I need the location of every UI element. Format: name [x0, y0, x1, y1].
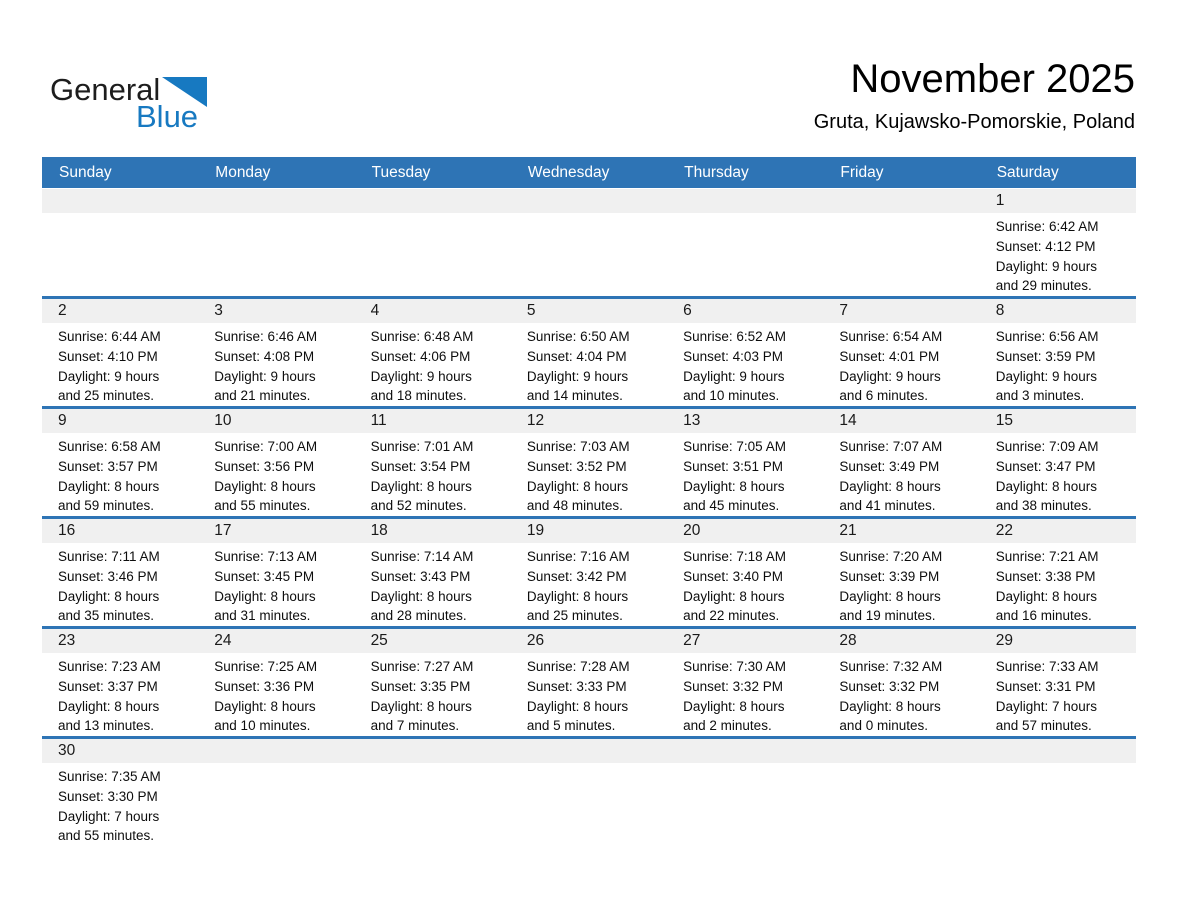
sunrise-line: Sunrise: 6:42 AM	[995, 219, 1099, 234]
title-block	[375, 56, 1135, 134]
daylight-line-2: and 14 minutes.	[526, 388, 623, 404]
daylight-line-1: Daylight: 9 hours	[995, 258, 1098, 274]
sun-info	[371, 547, 511, 626]
sun-info	[839, 437, 979, 516]
day-number: 18	[370, 522, 388, 539]
daylight-line-2: and 18 minutes.	[370, 388, 467, 404]
sun-info	[683, 437, 823, 516]
sunset-line: Sunset: 4:06 PM	[370, 348, 471, 364]
sunrise-line: Sunrise: 6:46 AM	[214, 329, 318, 344]
sunrise-line: Sunrise: 7:07 AM	[839, 439, 943, 454]
calendar-grid	[42, 189, 1136, 846]
empty-cell	[511, 739, 667, 846]
day-cell-21	[823, 519, 979, 626]
sun-info	[371, 657, 511, 736]
sun-info	[58, 437, 198, 516]
sun-info	[527, 437, 667, 516]
day-cell-15	[980, 409, 1136, 516]
day-number: 12	[526, 412, 545, 429]
sunset-line: Sunset: 4:10 PM	[58, 348, 158, 364]
empty-cell	[980, 739, 1136, 846]
sun-info	[527, 547, 667, 626]
sunset-line: Sunset: 4:03 PM	[683, 348, 783, 364]
sunrise-line: Sunrise: 7:27 AM	[370, 659, 474, 674]
sunset-line: Sunset: 4:12 PM	[995, 238, 1096, 254]
day-number: 30	[58, 742, 76, 759]
sunrise-line: Sunrise: 7:11 AM	[58, 549, 160, 564]
sunset-line: Sunset: 3:30 PM	[58, 788, 158, 804]
sunset-line: Sunset: 4:01 PM	[839, 348, 940, 364]
day-cell-22	[980, 519, 1136, 626]
daylight-line-2: and 59 minutes.	[58, 498, 155, 514]
daylight-line-1: Daylight: 7 hours	[58, 808, 160, 824]
sunset-line: Sunset: 3:47 PM	[995, 458, 1096, 474]
daylight-line-2: and 38 minutes.	[995, 498, 1092, 514]
day-number: 1	[995, 192, 1005, 209]
sunrise-line: Sunrise: 6:54 AM	[839, 329, 943, 344]
sunset-line: Sunset: 3:49 PM	[839, 458, 940, 474]
day-number: 11	[370, 412, 387, 429]
daylight-line-1: Daylight: 8 hours	[58, 698, 160, 714]
sunset-line: Sunset: 3:56 PM	[214, 458, 315, 474]
sun-info	[58, 767, 198, 846]
day-number: 25	[370, 632, 388, 649]
sunset-line: Sunset: 3:43 PM	[370, 568, 471, 584]
sunset-line: Sunset: 3:36 PM	[214, 678, 315, 694]
daylight-line-1: Daylight: 8 hours	[526, 588, 629, 604]
empty-cell	[355, 739, 511, 846]
day-number: 3	[214, 302, 223, 319]
day-cell-27	[667, 629, 823, 736]
sunset-line: Sunset: 3:45 PM	[214, 568, 315, 584]
sunrise-line: Sunrise: 7:14 AM	[370, 549, 474, 564]
sunset-line: Sunset: 3:57 PM	[58, 458, 158, 474]
sun-info	[214, 327, 354, 406]
daylight-line-2: and 29 minutes.	[995, 278, 1092, 294]
sun-info	[839, 327, 979, 406]
daylight-line-1: Daylight: 9 hours	[526, 368, 629, 384]
daylight-line-1: Daylight: 8 hours	[214, 478, 316, 494]
daylight-line-2: and 5 minutes.	[526, 718, 616, 734]
daylight-line-2: and 55 minutes.	[58, 828, 155, 844]
sun-info	[683, 327, 823, 406]
week-row	[42, 409, 1136, 519]
day-cell-1	[980, 189, 1136, 296]
sunrise-line: Sunrise: 7:33 AM	[995, 659, 1099, 674]
day-cell-3	[198, 299, 354, 406]
daylight-line-2: and 31 minutes.	[214, 608, 311, 624]
daylight-line-1: Daylight: 9 hours	[839, 368, 941, 384]
sun-info	[371, 437, 511, 516]
daylight-line-2: and 2 minutes.	[683, 718, 772, 734]
day-cell-10	[198, 409, 354, 516]
day-cell-11	[355, 409, 511, 516]
sun-info	[996, 547, 1136, 626]
sun-info	[214, 657, 354, 736]
day-cell-2	[42, 299, 198, 406]
sunset-line: Sunset: 3:32 PM	[839, 678, 940, 694]
sunrise-line: Sunrise: 7:20 AM	[839, 549, 943, 564]
day-number: 26	[526, 632, 545, 649]
empty-cell	[355, 189, 511, 296]
daylight-line-2: and 48 minutes.	[526, 498, 623, 514]
sunrise-line: Sunrise: 7:05 AM	[683, 439, 786, 454]
sunrise-line: Sunrise: 7:00 AM	[214, 439, 318, 454]
sunrise-line: Sunrise: 6:58 AM	[58, 439, 161, 454]
empty-cell	[823, 189, 979, 296]
daylight-line-2: and 35 minutes.	[58, 608, 155, 624]
day-number: 28	[839, 632, 857, 649]
sun-info	[527, 657, 667, 736]
weekday-label-sunday: Sunday	[59, 163, 112, 181]
sun-info	[58, 547, 198, 626]
day-number: 16	[58, 522, 76, 539]
sun-info	[683, 547, 823, 626]
sun-info	[683, 657, 823, 736]
day-number: 21	[839, 522, 857, 539]
daylight-line-2: and 10 minutes.	[683, 388, 780, 404]
empty-cell	[823, 739, 979, 846]
day-number: 9	[58, 412, 67, 429]
empty-cell	[198, 739, 354, 846]
logo-text-blue: Blue	[136, 99, 199, 134]
sunset-line: Sunset: 3:54 PM	[370, 458, 471, 474]
weekday-label-thursday: Thursday	[684, 163, 749, 181]
sunrise-line: Sunrise: 7:23 AM	[58, 659, 161, 674]
weekday-label-friday: Friday	[840, 163, 884, 181]
sunrise-line: Sunrise: 7:30 AM	[683, 659, 786, 674]
sun-info	[839, 657, 979, 736]
sunrise-line: Sunrise: 7:32 AM	[839, 659, 943, 674]
day-cell-24	[198, 629, 354, 736]
day-cell-30	[42, 739, 198, 846]
sunrise-line: Sunrise: 7:09 AM	[995, 439, 1099, 454]
sunrise-line: Sunrise: 7:35 AM	[58, 769, 161, 784]
day-number: 14	[839, 412, 857, 429]
daylight-line-1: Daylight: 8 hours	[214, 588, 316, 604]
sunrise-line: Sunrise: 7:18 AM	[683, 549, 786, 564]
sunrise-line: Sunrise: 7:25 AM	[214, 659, 318, 674]
daylight-line-1: Daylight: 8 hours	[370, 478, 472, 494]
weekday-label-monday: Monday	[215, 163, 271, 181]
sun-info	[371, 327, 511, 406]
day-cell-19	[511, 519, 667, 626]
daylight-line-1: Daylight: 8 hours	[839, 698, 941, 714]
day-cell-9	[42, 409, 198, 516]
day-number: 29	[995, 632, 1013, 649]
daylight-line-2: and 55 minutes.	[214, 498, 311, 514]
sunrise-line: Sunrise: 7:13 AM	[214, 549, 318, 564]
daylight-line-1: Daylight: 8 hours	[683, 698, 785, 714]
sunrise-line: Sunrise: 6:44 AM	[58, 329, 161, 344]
day-number: 15	[995, 412, 1013, 429]
day-cell-13	[667, 409, 823, 516]
daylight-line-2: and 22 minutes.	[683, 608, 780, 624]
day-number: 27	[683, 632, 701, 649]
empty-cell	[667, 739, 823, 846]
sunset-line: Sunset: 3:52 PM	[526, 458, 627, 474]
empty-cell	[42, 189, 198, 296]
empty-cell	[511, 189, 667, 296]
sun-info	[214, 547, 354, 626]
daylight-line-1: Daylight: 8 hours	[58, 478, 160, 494]
day-cell-6	[667, 299, 823, 406]
daylight-line-1: Daylight: 8 hours	[370, 588, 472, 604]
sun-info	[839, 547, 979, 626]
day-number: 19	[526, 522, 545, 539]
daylight-line-2: and 21 minutes.	[214, 388, 311, 404]
day-cell-20	[667, 519, 823, 626]
page-title: November 2025	[850, 57, 1135, 101]
sun-info	[214, 437, 354, 516]
sunset-line: Sunset: 3:35 PM	[370, 678, 471, 694]
weekday-label-saturday: Saturday	[996, 163, 1059, 181]
daylight-line-1: Daylight: 8 hours	[58, 588, 160, 604]
daylight-line-2: and 10 minutes.	[214, 718, 311, 734]
sunrise-line: Sunrise: 7:03 AM	[526, 439, 630, 454]
day-cell-7	[823, 299, 979, 406]
week-row	[42, 739, 1136, 846]
day-number: 6	[683, 302, 692, 319]
sunset-line: Sunset: 4:04 PM	[526, 348, 627, 364]
day-cell-5	[511, 299, 667, 406]
sunset-line: Sunset: 3:32 PM	[683, 678, 783, 694]
daylight-line-1: Daylight: 8 hours	[839, 588, 941, 604]
daylight-line-2: and 0 minutes.	[839, 718, 928, 734]
day-cell-4	[355, 299, 511, 406]
weekday-label-wednesday: Wednesday	[527, 163, 610, 181]
daylight-line-1: Daylight: 8 hours	[839, 478, 941, 494]
daylight-line-1: Daylight: 8 hours	[214, 698, 316, 714]
sunset-line: Sunset: 3:42 PM	[526, 568, 627, 584]
day-number: 4	[370, 302, 380, 319]
sunrise-line: Sunrise: 6:56 AM	[995, 329, 1099, 344]
day-cell-18	[355, 519, 511, 626]
sunrise-line: Sunrise: 7:01 AM	[370, 439, 474, 454]
sunset-line: Sunset: 3:51 PM	[683, 458, 783, 474]
sunset-line: Sunset: 3:37 PM	[58, 678, 158, 694]
sunrise-line: Sunrise: 7:21 AM	[995, 549, 1099, 564]
daylight-line-2: and 45 minutes.	[683, 498, 780, 514]
daylight-line-2: and 3 minutes.	[995, 388, 1085, 404]
week-row	[42, 629, 1136, 739]
daylight-line-2: and 25 minutes.	[58, 388, 155, 404]
daylight-line-2: and 19 minutes.	[839, 608, 936, 624]
daylight-line-1: Daylight: 8 hours	[526, 698, 629, 714]
sun-info	[527, 327, 667, 406]
day-cell-28	[823, 629, 979, 736]
day-cell-26	[511, 629, 667, 736]
daylight-line-1: Daylight: 9 hours	[58, 368, 160, 384]
sunset-line: Sunset: 4:08 PM	[214, 348, 315, 364]
day-number: 22	[995, 522, 1013, 539]
daylight-line-2: and 16 minutes.	[995, 608, 1092, 624]
sunset-line: Sunset: 3:46 PM	[58, 568, 158, 584]
daylight-line-1: Daylight: 9 hours	[370, 368, 472, 384]
sun-info	[996, 657, 1136, 736]
daylight-line-1: Daylight: 9 hours	[683, 368, 785, 384]
daylight-line-2: and 25 minutes.	[526, 608, 623, 624]
daylight-line-2: and 13 minutes.	[58, 718, 155, 734]
day-cell-16	[42, 519, 198, 626]
day-number: 10	[214, 412, 232, 429]
sun-info	[996, 327, 1136, 406]
weekday-label-tuesday: Tuesday	[371, 163, 431, 181]
week-row	[42, 189, 1136, 299]
sunset-line: Sunset: 3:39 PM	[839, 568, 940, 584]
sunset-line: Sunset: 3:40 PM	[683, 568, 783, 584]
daylight-line-1: Daylight: 8 hours	[683, 588, 785, 604]
sun-info	[996, 437, 1136, 516]
daylight-line-2: and 7 minutes.	[370, 718, 460, 734]
day-number: 7	[839, 302, 849, 319]
day-number: 17	[214, 522, 232, 539]
day-cell-17	[198, 519, 354, 626]
day-cell-23	[42, 629, 198, 736]
day-number: 23	[58, 632, 76, 649]
sunset-line: Sunset: 3:31 PM	[995, 678, 1096, 694]
day-number: 20	[683, 522, 701, 539]
daylight-line-1: Daylight: 8 hours	[995, 478, 1098, 494]
sunrise-line: Sunrise: 6:48 AM	[370, 329, 474, 344]
day-cell-14	[823, 409, 979, 516]
sun-info	[58, 327, 198, 406]
day-number: 5	[526, 302, 536, 319]
daylight-line-2: and 6 minutes.	[839, 388, 928, 404]
location-subtitle: Gruta, Kujawsko-Pomorskie, Poland	[813, 111, 1135, 133]
sunrise-line: Sunrise: 6:52 AM	[683, 329, 786, 344]
day-cell-8	[980, 299, 1136, 406]
daylight-line-2: and 57 minutes.	[995, 718, 1092, 734]
sunset-line: Sunset: 3:59 PM	[995, 348, 1096, 364]
day-number: 8	[995, 302, 1005, 319]
day-number: 13	[683, 412, 701, 429]
day-cell-12	[511, 409, 667, 516]
sunrise-line: Sunrise: 6:50 AM	[526, 329, 630, 344]
sunrise-line: Sunrise: 7:16 AM	[526, 549, 630, 564]
day-number: 24	[214, 632, 232, 649]
daylight-line-1: Daylight: 9 hours	[214, 368, 316, 384]
logo-text-general: General	[50, 72, 161, 107]
daylight-line-2: and 41 minutes.	[839, 498, 936, 514]
empty-cell	[198, 189, 354, 296]
daylight-line-1: Daylight: 8 hours	[526, 478, 629, 494]
weekday-header-row	[42, 157, 1136, 188]
day-number: 2	[58, 302, 67, 319]
sunset-line: Sunset: 3:38 PM	[995, 568, 1096, 584]
sun-info	[58, 657, 198, 736]
empty-cell	[667, 189, 823, 296]
sunset-line: Sunset: 3:33 PM	[526, 678, 627, 694]
daylight-line-2: and 28 minutes.	[370, 608, 467, 624]
daylight-line-1: Daylight: 7 hours	[995, 698, 1098, 714]
sunrise-line: Sunrise: 7:28 AM	[526, 659, 630, 674]
daylight-line-2: and 52 minutes.	[370, 498, 467, 514]
day-cell-25	[355, 629, 511, 736]
sun-info	[996, 217, 1136, 296]
general-blue-logo	[50, 74, 260, 132]
week-row	[42, 519, 1136, 629]
daylight-line-1: Daylight: 9 hours	[995, 368, 1098, 384]
daylight-line-1: Daylight: 8 hours	[370, 698, 472, 714]
week-row	[42, 299, 1136, 409]
daylight-line-1: Daylight: 8 hours	[683, 478, 785, 494]
daylight-line-1: Daylight: 8 hours	[995, 588, 1098, 604]
day-cell-29	[980, 629, 1136, 736]
